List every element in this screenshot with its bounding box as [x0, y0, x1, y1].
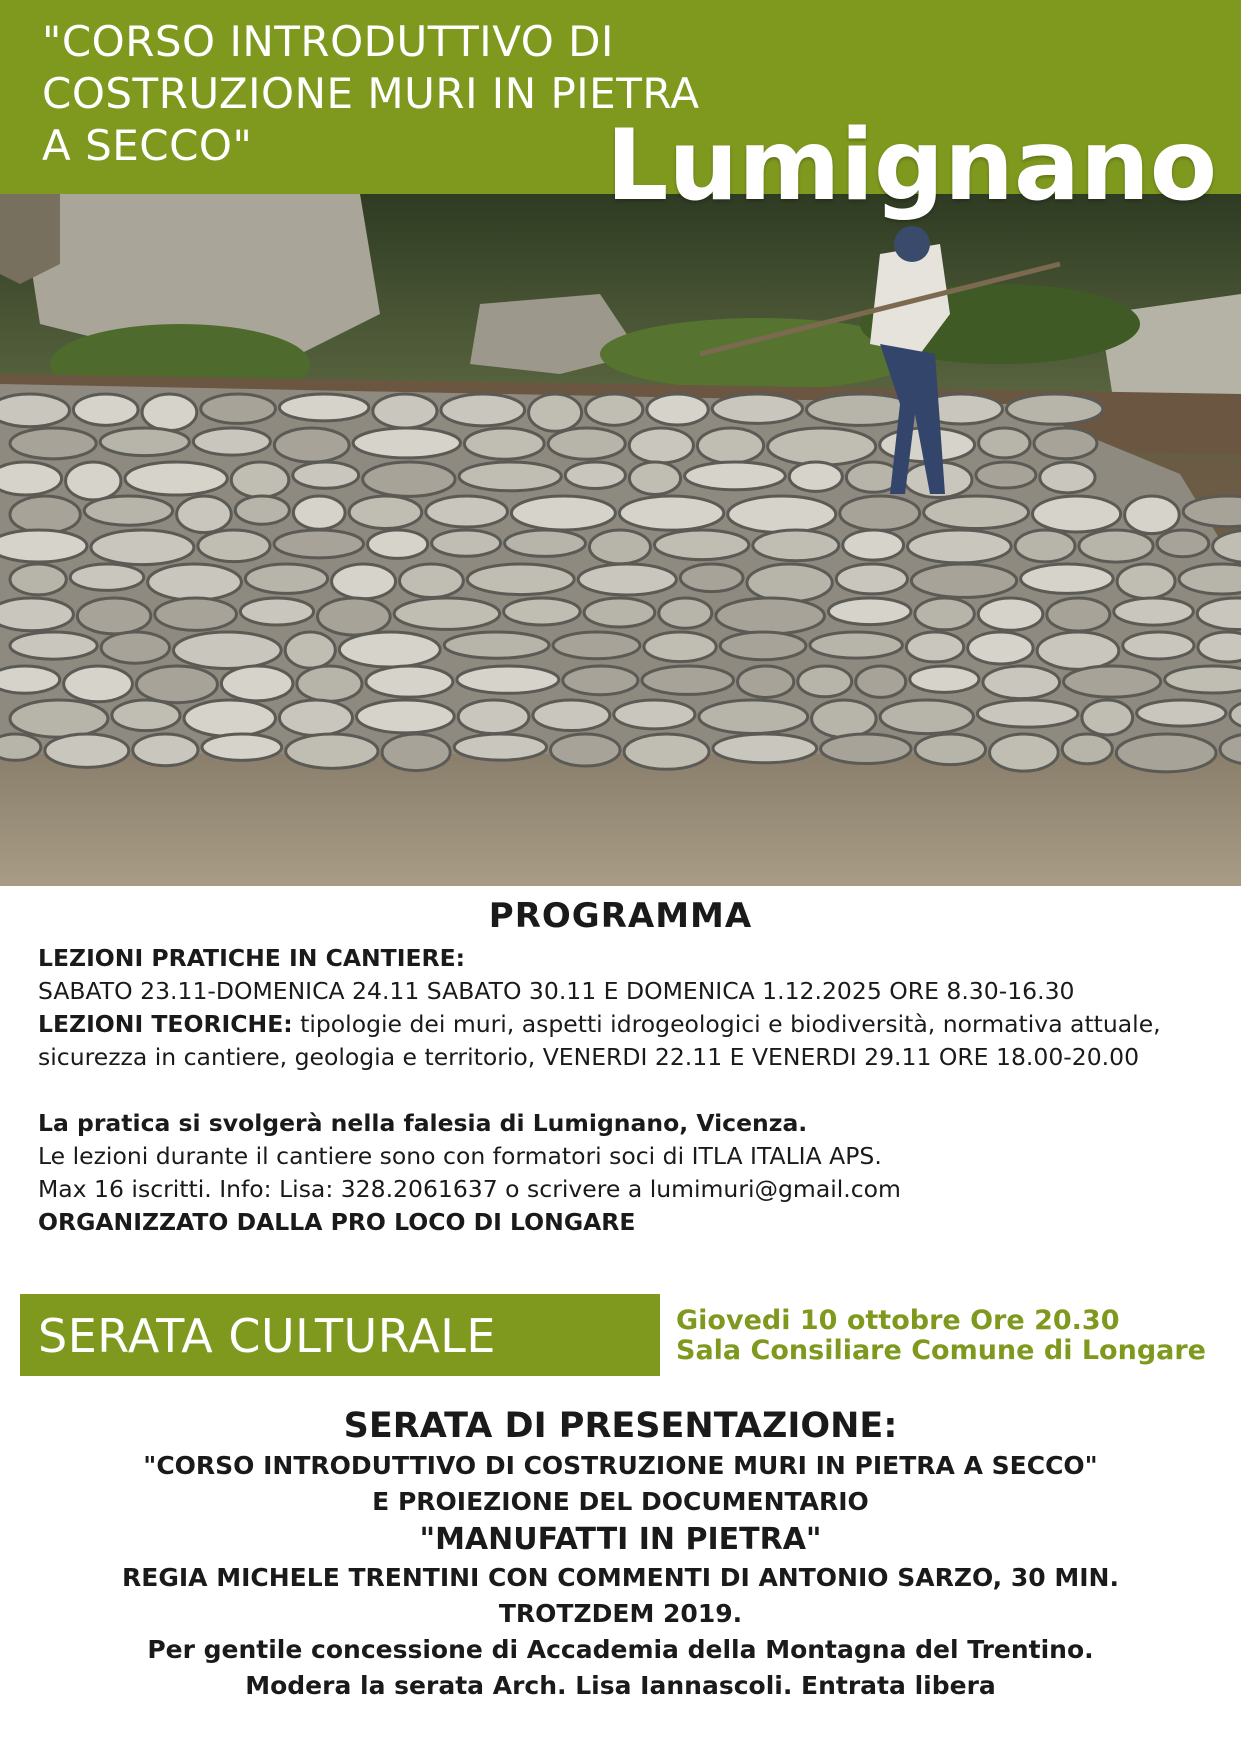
presentation-line-2: E PROIEZIONE DEL DOCUMENTARIO — [372, 1487, 869, 1516]
presentation-line-7: Modera la serata Arch. Lisa Iannascoli. Entrata libera — [245, 1671, 996, 1700]
program-heading: PROGRAMMA — [488, 896, 753, 936]
presentation-block — [0, 1404, 1241, 1704]
presentation-line-6: Per gentile concessione di Accademia della Montagna del Trentino. — [147, 1635, 1094, 1664]
event-date: Giovedi 10 ottobre Ore 20.30 — [676, 1305, 1120, 1336]
presentation-heading: SERATA DI PRESENTAZIONE: — [343, 1406, 898, 1446]
theory-lessons-text-1: tipologie dei muri, aspetti idrogeologici e biodiversità, normativa attuale, — [292, 1010, 1161, 1038]
location-title: Lumignano — [606, 109, 1218, 223]
theory-lessons-text-2: sicurezza in cantiere, geologia e territorio, VENERDI 22.11 E VENERDI 29.11 ORE 18.00-20.00 — [38, 1043, 1140, 1071]
contact-info: Max 16 iscritti. Info: Lisa: 328.2061637 o scrivere a lumimuri@gmail.com — [38, 1175, 901, 1203]
presentation-line-3: "MANUFATTI IN PIETRA" — [419, 1522, 822, 1557]
event-venue: Sala Consiliare Comune di Longare — [676, 1335, 1206, 1366]
practical-lessons-label: LEZIONI PRATICHE IN CANTIERE: — [38, 944, 466, 972]
serata-band — [20, 1294, 660, 1376]
presentation-line-4: REGIA MICHELE TRENTINI CON COMMENTI DI ANTONIO SARZO, 30 MIN. — [122, 1563, 1119, 1592]
presentation-line-5: TROTZDEM 2019. — [498, 1599, 743, 1628]
event-info — [676, 1306, 1206, 1366]
course-title: "CORSO INTRODUTTIVO DI COSTRUZIONE MURI IN PIETRA A SECCO" — [42, 17, 700, 170]
practical-lessons-dates: SABATO 23.11-DOMENICA 24.11 SABATO 30.11 E DOMENICA 1.12.2025 ORE 8.30-16.30 — [38, 977, 1075, 1005]
trainers-note: Le lezioni durante il cantiere sono con formatori soci di ITLA ITALIA APS. — [38, 1142, 882, 1170]
stone-wall-photo — [0, 194, 1241, 886]
theory-lessons-label: LEZIONI TEORICHE: — [38, 1010, 293, 1038]
practice-place: La pratica si svolgerà nella falesia di Lumignano, Vicenza. — [38, 1109, 808, 1137]
program-details — [38, 942, 1208, 1239]
serata-title: SERATA CULTURALE — [38, 1309, 496, 1363]
organizer: ORGANIZZATO DALLA PRO LOCO DI LONGARE — [38, 1208, 636, 1236]
presentation-line-1: "CORSO INTRODUTTIVO DI COSTRUZIONE MURI IN PIETRA A SECCO" — [143, 1451, 1098, 1480]
theory-lessons — [38, 1008, 1208, 1041]
